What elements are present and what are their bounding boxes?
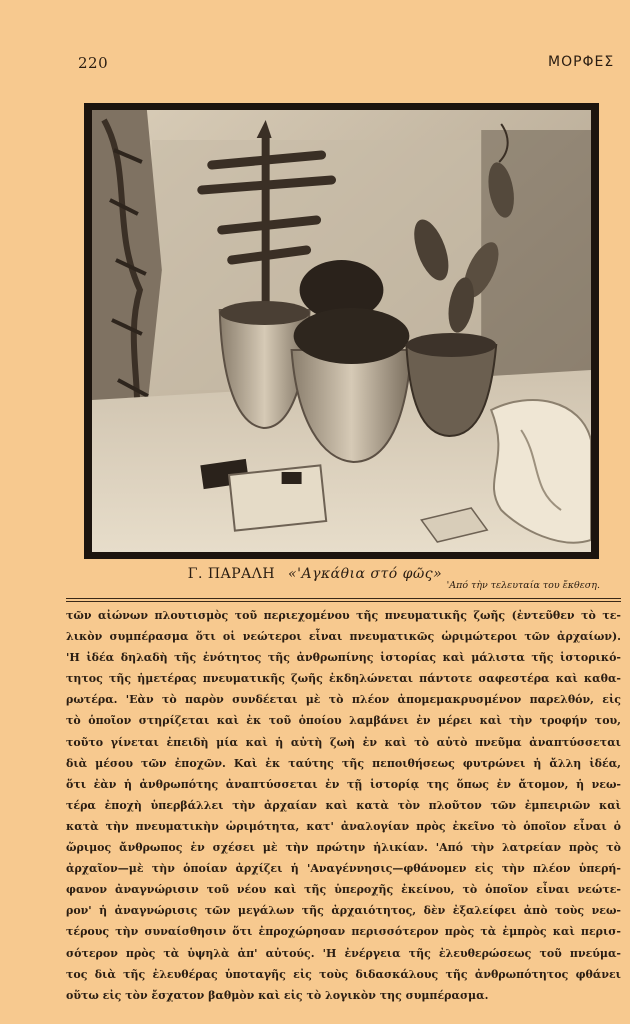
body-text	[66, 605, 621, 1006]
text-line: ρωτέρα. 'Εὰν τὸ παρὸν συνδέεται μὲ τὸ πλέον ἀπομεμακρυσμένον παρελθόν, εἰς	[66, 693, 621, 707]
text-line: ρον' ἡ ἀναγνώρισις τῶν μεγάλων τῆς ἀρχαιότητος, δὲν ἐξαλείφει ἀπὸ τοὺς νεω-	[66, 904, 621, 918]
running-head: ΜΟΡΦΕΣ	[548, 54, 615, 70]
text-line: τῶν αἰώνων πλουτισμὸς τοῦ περιεχομένου τῆς πνευματικῆς ζωῆς (ἐντεῦθεν τὸ τε-	[66, 609, 621, 622]
text-line: οὕτω εἰς τὸν ἔσχατον βαθμὸν καὶ εἰς τὸ λογικὸν της συμπέρασμα.	[66, 988, 489, 1002]
divider-rule-top	[66, 598, 621, 599]
divider-rule-bottom	[66, 601, 621, 602]
text-line: λικὸν συμπέρασμα ὅτι οἱ νεώτεροι εἶναι πνευματικῶς ὡριμώτεροι τῶν ἀρχαίων).	[66, 630, 621, 644]
painting-illustration	[92, 110, 591, 552]
text-line: τος διὰ τῆς ἐλευθέρας ὑποταγῆς εἰς τοὺς διδασκάλους τῆς ἀνθρωπότητος φθάνει	[66, 967, 621, 981]
text-line: φανον ἀναγνώρισιν τοῦ νέου καὶ τῆς ὑπεροχῆς ἐκείνου, τὸ ὁποῖον εἶναι νεώτε-	[66, 883, 621, 897]
caption-artist: Γ. ΠΑΡΑΛΗ	[187, 566, 276, 582]
text-line: ὅτι ἐὰν ἡ ἀνθρωπότης ἀναπτύσσεται ἐν τῇ ἱστορίᾳ της ὅπως ἐν ἄτομον, ἡ νεω-	[66, 777, 621, 791]
text-line: τοῦτο γίνεται ἐπειδὴ μία καὶ ἡ αὐτὴ ζωὴ ἐν καὶ τὸ αὐτὸ πνεῦμα ἀναπτύσσεται	[66, 735, 621, 749]
text-line: 'Η ἰδέα δηλαδὴ τῆς ἑνότητος τῆς ἀνθρωπίνης ἱστορίας καὶ μάλιστα τῆς ἱστορικό-	[66, 651, 621, 665]
text-line: ἀρχαῖον—μὲ τὴν ὁποίαν ἀρχίζει ἡ 'Αναγέννησις—φθάνομεν εἰς τὴν πλέον ὑπερή-	[66, 862, 621, 876]
text-line: τὸ ὁποῖον στηρίζεται καὶ ἐκ τοῦ ὁποίου λαμβάνει ἐν μέρει καὶ τὴν τροφήν του,	[66, 714, 621, 728]
text-line: τητος τῆς ἡμετέρας πνευματικῆς ζωῆς ἐκδηλώνεται πάντοτε σαφεστέρα καὶ καθα-	[66, 672, 621, 686]
text-line: τέρους τὴν συναίσθησιν ὅτι ἐπροχώρησαν περισσότερον πρὸς τὰ ἐμπρὸς καὶ περισ-	[66, 925, 621, 939]
painting-plate	[84, 103, 599, 559]
page-number: 220	[78, 54, 109, 72]
text-line: σότερον πρὸς τὰ ὑψηλὰ ἀπ' αὐτούς. 'Η ἐνέργεια τῆς ἐλευθερώσεως τοῦ πνεύμα-	[66, 946, 621, 960]
text-line: ὥριμος ἄνθρωπος ἐν σχέσει μὲ τὴν πρώτην ἡλικίαν. 'Από τὴν λατρείαν πρὸς τὸ	[66, 841, 621, 855]
text-line: κατὰ τὴν πνευματικὴν ὡριμότητα, κατ' ἀναλογίαν πρὸς ἐκεῖνο τὸ ὁποῖον εἶναι ὁ	[66, 819, 621, 833]
caption-source-note: 'Από τὴν τελευταία του ἔκθεση.	[446, 580, 600, 591]
text-line: διὰ μέσου τῶν ἐποχῶν. Καὶ ἐκ ταύτης τῆς πεποιθήσεως φυτρώνει ἡ ἄλλη ἰδέα,	[66, 756, 621, 770]
text-line: τέρα ἐποχὴ ὑπερβάλλει τὴν ἀρχαίαν καὶ κατὰ τὸν πλοῦτον τῶν ἐμπειριῶν καὶ	[66, 798, 621, 812]
caption-title: «'Αγκάθια στό φῶς»	[288, 566, 443, 582]
